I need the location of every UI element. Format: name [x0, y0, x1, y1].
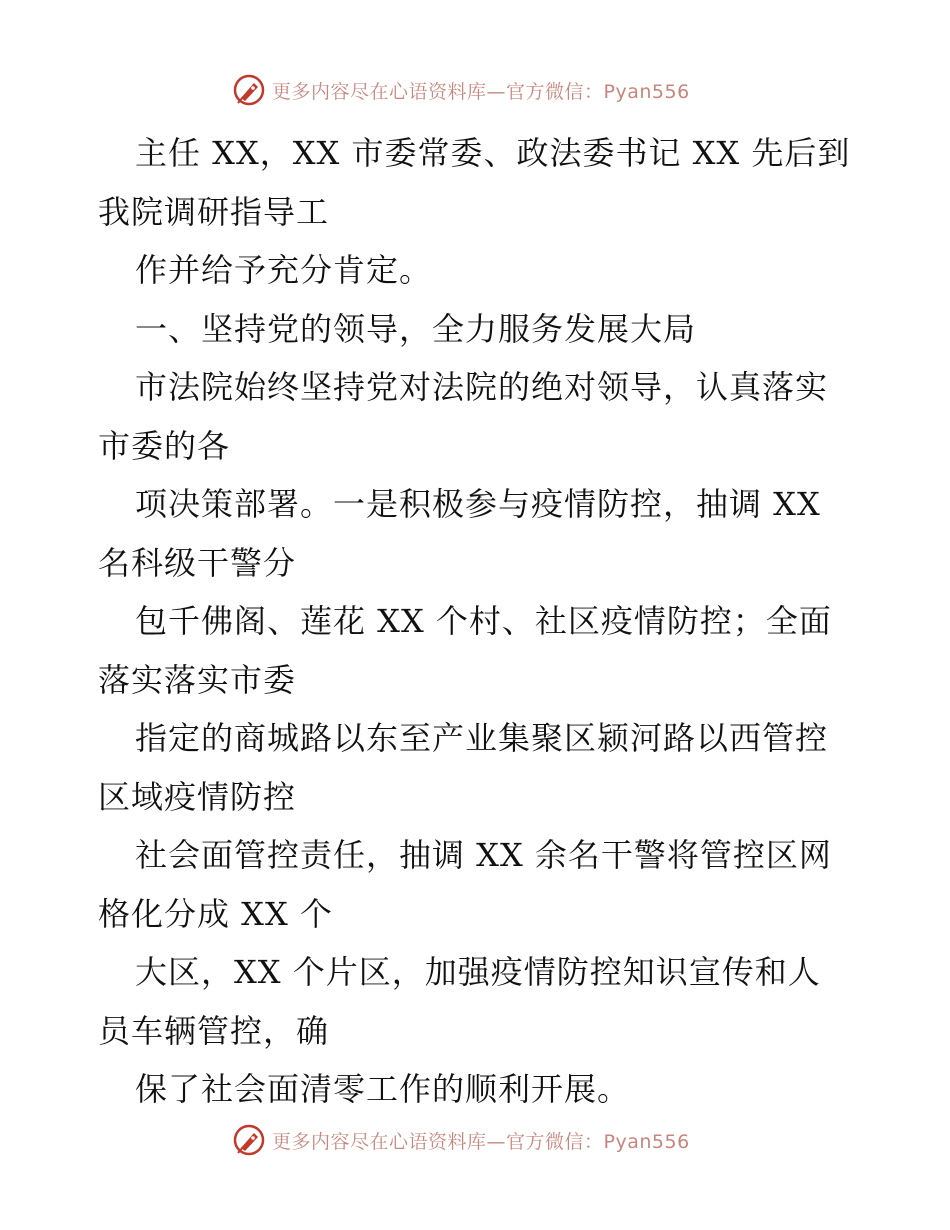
text-line: 我院调研指导工	[98, 192, 330, 231]
text-line: 名科级干警分	[98, 543, 297, 582]
text-line: 作并给予充分肯定。	[135, 251, 433, 289]
document-body	[98, 124, 858, 1119]
pen-nib-circle-icon	[232, 73, 266, 107]
text-line: 员车辆管控，确	[98, 1011, 330, 1050]
text-line: 项决策部署。一是积极参与疫情防控，抽调 XX	[135, 485, 821, 523]
text-line: 一、坚持党的领导，全力服务发展大局	[135, 309, 697, 348]
text-line: 社会面管控责任，抽调 XX 余名干警将管控区网	[135, 836, 832, 874]
text-line: 主任 XX，XX 市委常委、政法委书记 XX 先后到	[135, 134, 851, 172]
text-line: 大区，XX 个片区，加强疫情防控知识宣传和人	[135, 953, 821, 991]
watermark-text: 更多内容尽在心语资料库—官方微信：Pyan556	[272, 80, 690, 103]
text-line: 落实落实市委	[98, 660, 297, 699]
text-line: 市委的各	[98, 426, 231, 465]
text-line: 格化分成 XX 个	[98, 894, 333, 933]
text-line: 区域疫情防控	[98, 777, 297, 816]
text-line: 保了社会面清零工作的顺利开展。	[135, 1070, 631, 1108]
pen-nib-circle-icon	[232, 1123, 266, 1157]
header-watermark	[232, 70, 690, 110]
text-line: 指定的商城路以东至产业集聚区颍河路以西管控	[135, 719, 829, 757]
text-line: 市法院始终坚持党对法院的绝对领导，认真落实	[135, 368, 829, 406]
text-line: 包千佛阁、莲花 XX 个村、社区疫情防控；全面	[135, 602, 832, 640]
watermark-text: 更多内容尽在心语资料库—官方微信：Pyan556	[272, 1130, 690, 1153]
footer-watermark	[232, 1120, 690, 1160]
